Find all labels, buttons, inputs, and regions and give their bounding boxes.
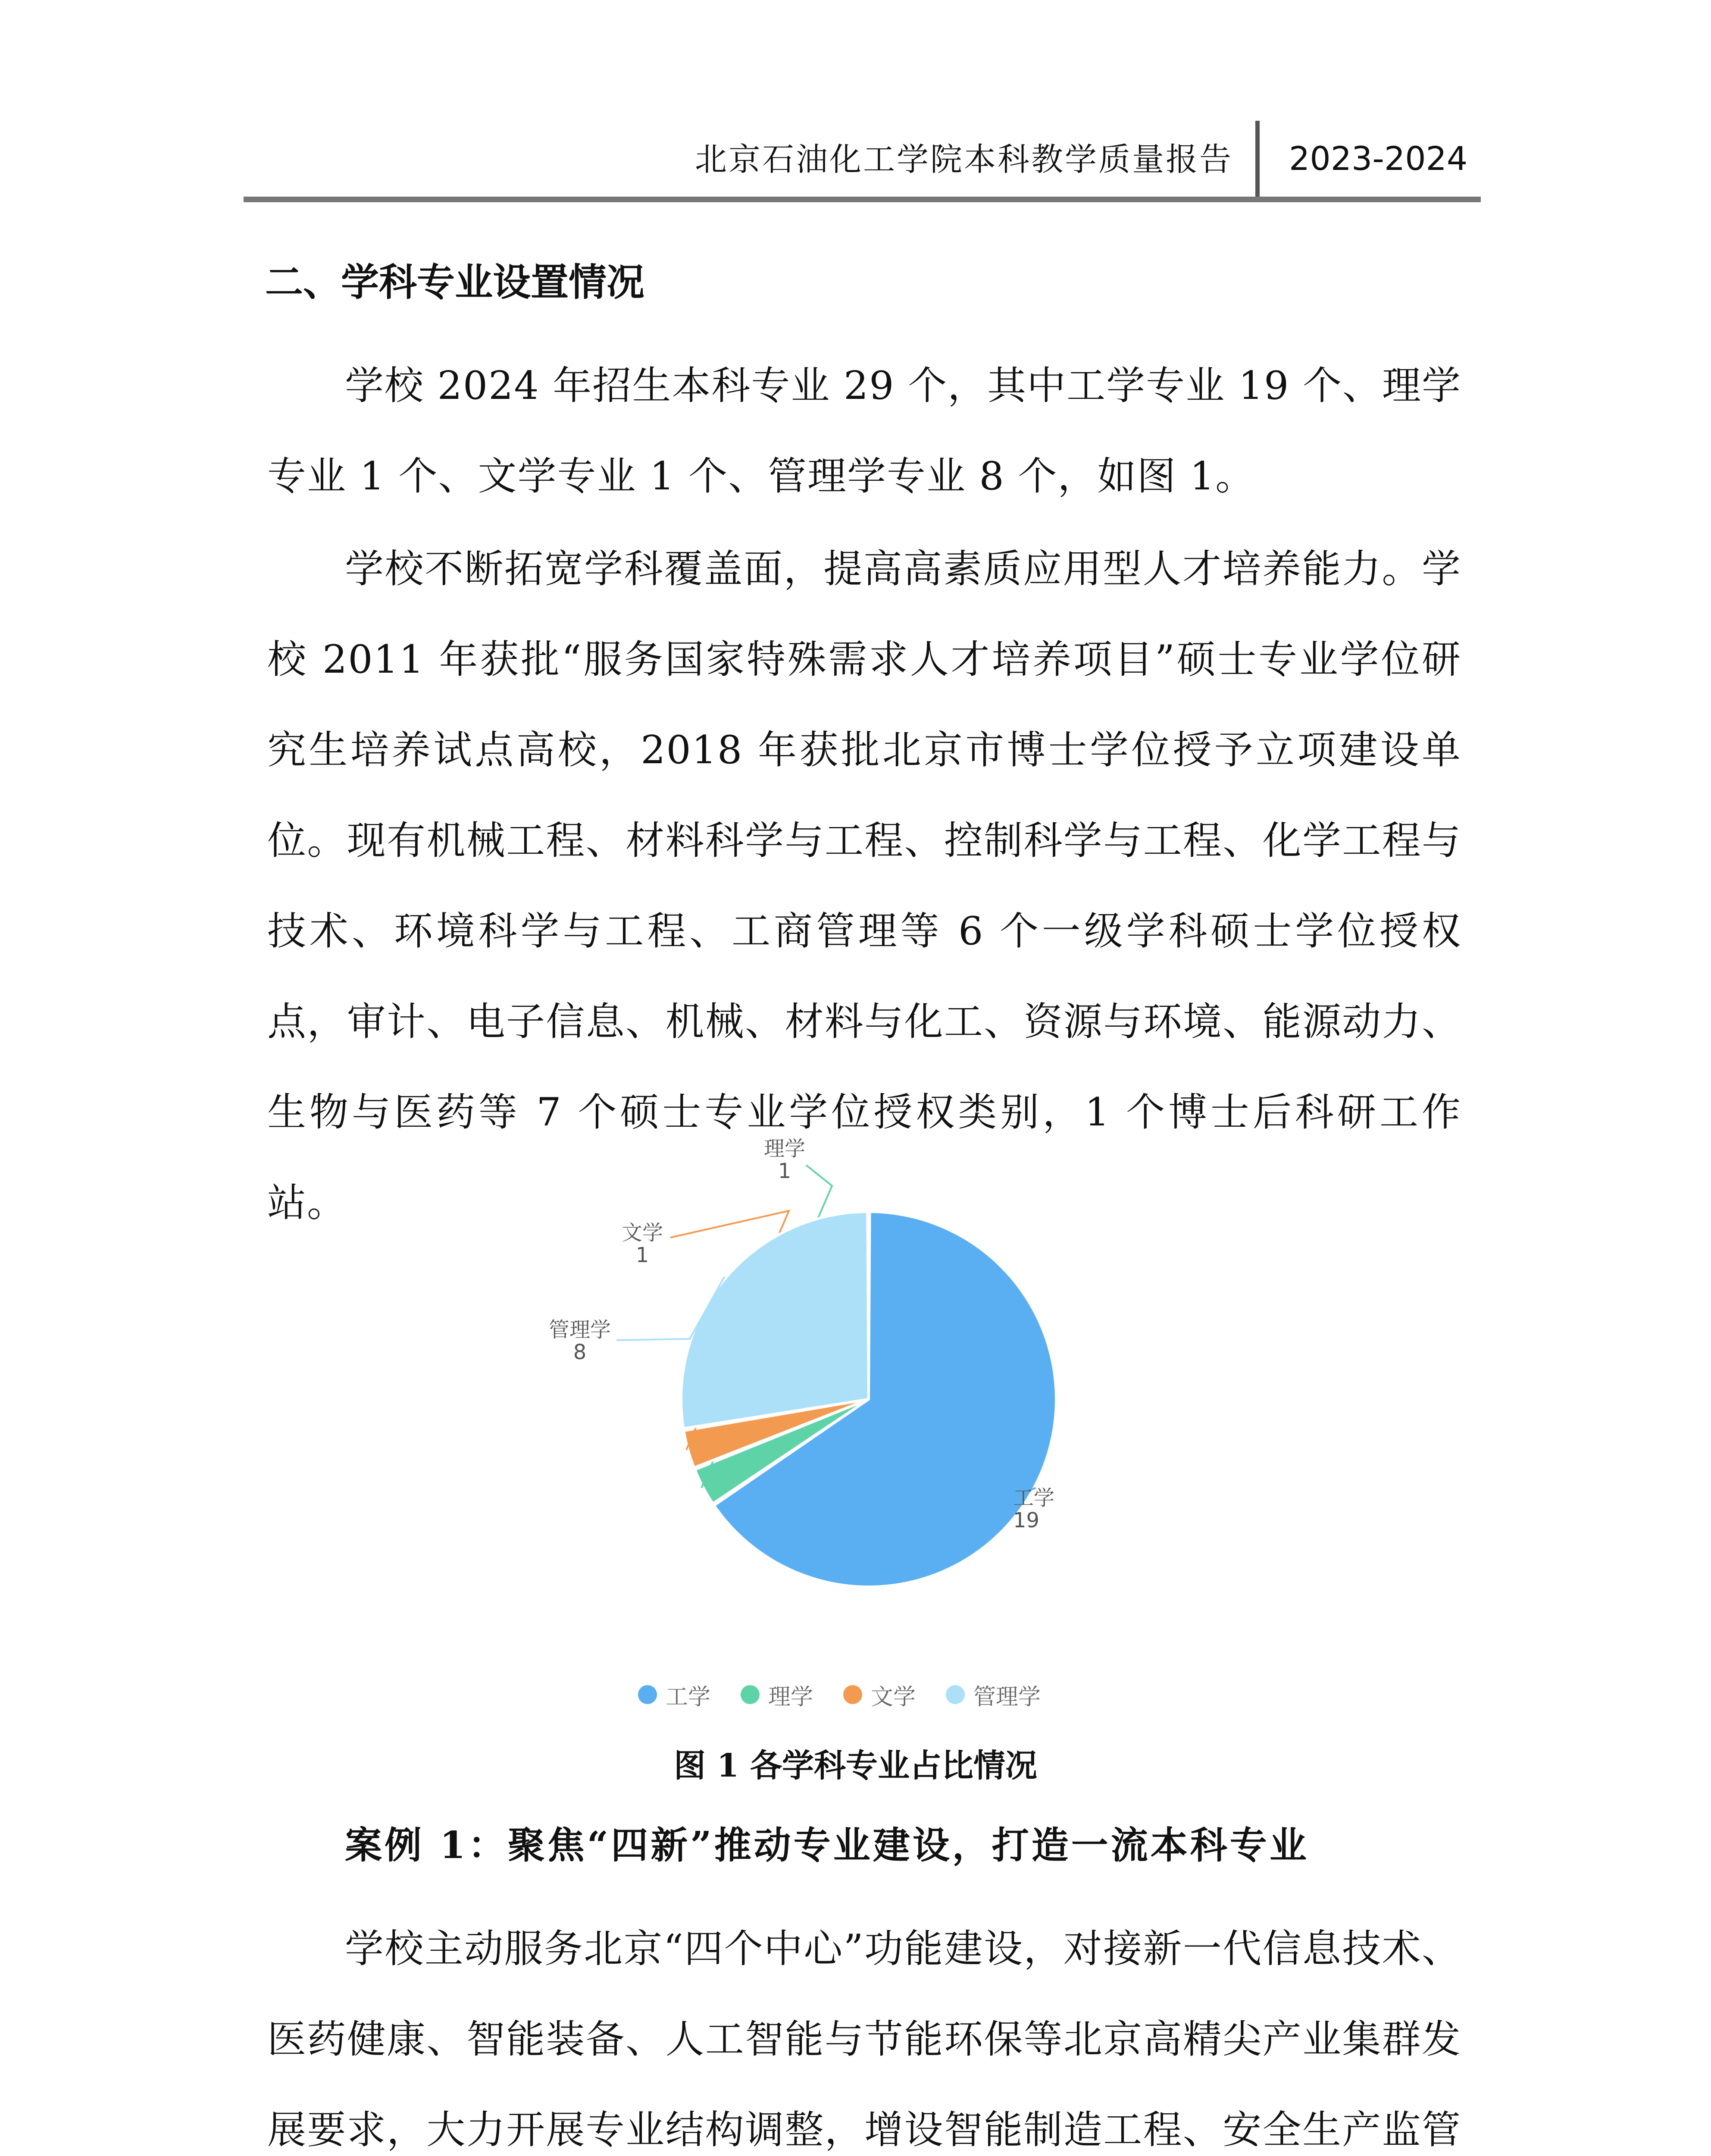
legend-marker-icon <box>741 1685 760 1704</box>
figure-caption: 图 1 各学科专业占比情况 <box>673 1747 1037 1784</box>
legend-marker-icon <box>843 1685 862 1704</box>
header-divider <box>1255 121 1260 199</box>
slice-label-name-1: 工学 <box>1013 1486 1055 1510</box>
slice-label-name-2: 理学 <box>763 1138 806 1161</box>
legend-item-2 <box>741 1679 813 1711</box>
slice-label-value-4: 8 <box>573 1340 587 1364</box>
legend-marker-icon <box>638 1685 657 1704</box>
slice-label-value-1: 19 <box>1013 1508 1040 1532</box>
section-heading: 二、学科专业设置情况 <box>265 260 645 304</box>
legend-label: 文学 <box>871 1684 916 1710</box>
legend-item-4 <box>946 1679 1041 1711</box>
report-header-year: 2023-2024 <box>1289 139 1468 178</box>
report-header-title: 北京石油化工学院本科教学质量报告 <box>695 141 1233 178</box>
legend-label: 理学 <box>768 1684 813 1710</box>
slice-label-value-2: 1 <box>778 1159 791 1183</box>
case-heading: 案例 1：聚焦“四新”推动专业建设，打造一流本科专业 <box>345 1824 1309 1867</box>
legend-marker-icon <box>946 1685 965 1704</box>
case-paragraph: 学校主动服务北京“四个中心”功能建设，对接新一代信息技术、医药健康、智能装备、人工智能与节能环保等北京高精尖产业集群发展要求，大力开展专业结构调整，增设智能制造工程、安全生产监管 <box>267 1926 1461 2153</box>
paragraph-majors-overview: 学校 2024 年招生本科专业 29 个，其中工学专业 19 个、理学专业 1 个、文学专业 1 个、管理学专业 8 个，如图 1。 <box>267 363 1461 499</box>
legend-label: 工学 <box>666 1684 711 1710</box>
legend-label: 管理学 <box>973 1684 1041 1710</box>
slice-label-name-3: 文学 <box>621 1221 663 1245</box>
paragraph-discipline-coverage: 学校不断拓宽学科覆盖面，提高高素质应用型人才培养能力。学校 2011 年获批“服务国家特殊需求人才培养项目”硕士专业学位研究生培养试点高校，2018 年获批北京市博士学位授予立项建设单位。现有机械工程、材料科学与工程、控制科学与工程、化学工程与技术、环境科学与工程、工商管理等 6 个一级学科硕士学位授权点，审计、电子信息、机械、材料与化工、资源与环境、能源动力、生物与医药等 7 个硕士专业学位授权类别，1 个博士后科研工作站。 <box>267 546 1461 1225</box>
chart-legend <box>638 1677 1041 1712</box>
legend-item-3 <box>843 1679 916 1711</box>
legend-item-1 <box>638 1679 710 1711</box>
discipline-pie-chart <box>474 1138 1250 1733</box>
pie-slice-4 <box>681 1212 869 1429</box>
slice-label-name-4: 管理学 <box>548 1318 611 1342</box>
slice-label-value-3: 1 <box>635 1243 649 1267</box>
header-rule <box>244 197 1481 202</box>
